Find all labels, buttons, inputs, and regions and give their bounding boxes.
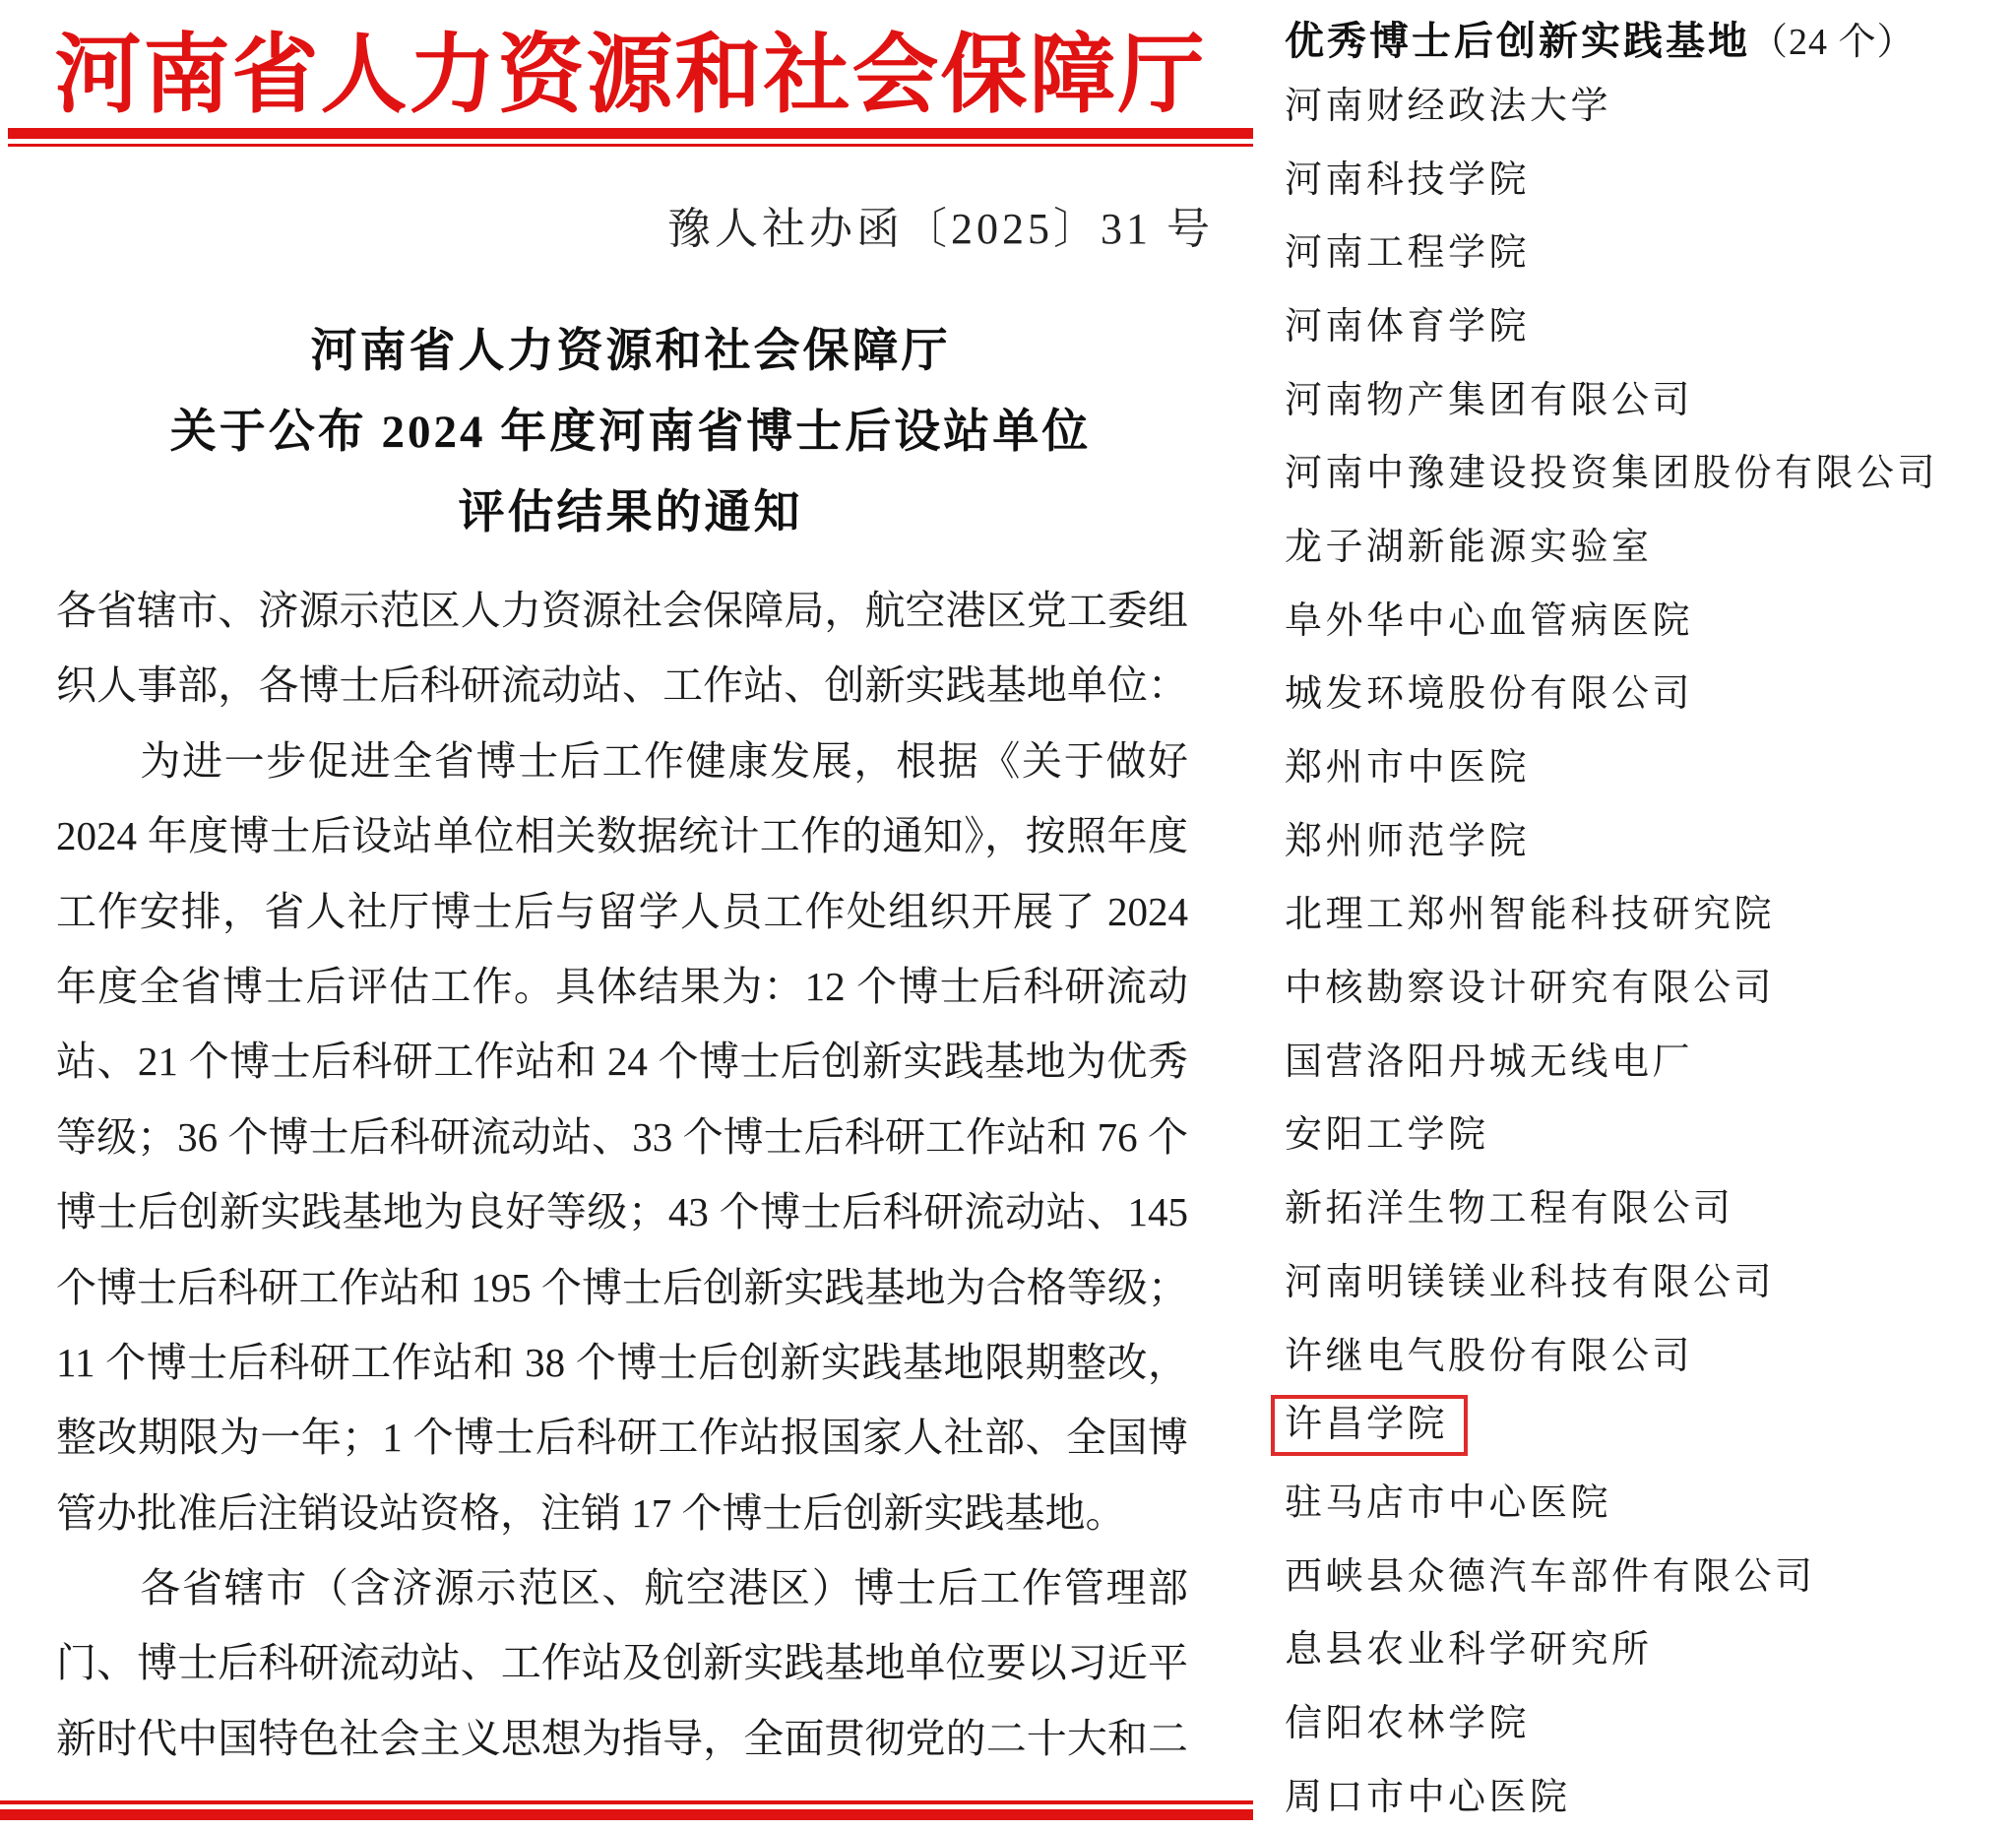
list-item: 河南物产集团有限公司 [1285, 379, 1694, 421]
masthead-double-rule [8, 128, 1253, 147]
list-item-label: 许昌学院 [1285, 1403, 1449, 1445]
list-item: 西峡县众德汽车部件有限公司 [1285, 1555, 1816, 1598]
list-item: 郑州师范学院 [1285, 820, 1531, 862]
body-line: 管办批准后注销设站资格，注销 17 个博士后创新实践基地。 [56, 1489, 1126, 1536]
list-item: 安阳工学院 [1285, 1114, 1489, 1157]
list-item: 城发环境股份有限公司 [1285, 673, 1694, 716]
list-item-highlighted [1285, 1388, 2013, 1462]
notice-title [0, 311, 1261, 553]
list-item: 中核勘察设计研究有限公司 [1285, 968, 1776, 1010]
list-heading [1285, 10, 1916, 66]
red-highlight-box [1271, 1395, 1468, 1456]
list-heading-count: （24 个） [1750, 22, 1916, 63]
body-line: 博士后创新实践基地为良好等级；43 个博士后科研流动站、145 [56, 1189, 1188, 1235]
list-item: 驻马店市中心医院 [1285, 1482, 1612, 1524]
list-item: 龙子湖新能源实验室 [1285, 526, 1653, 568]
list-item: 信阳农林学院 [1285, 1702, 1531, 1744]
masthead-rule-thin [8, 144, 1253, 147]
body-line: 等级；36 个博士后科研流动站、33 个博士后科研工作站和 76 个 [56, 1113, 1188, 1160]
list-item: 许继电气股份有限公司 [1285, 1335, 1694, 1377]
document-number: 豫人社办函〔2025〕31 号 [667, 205, 1214, 253]
excellent-base-list-pane [1280, 0, 2016, 1824]
list-item: 周口市中心医院 [1285, 1776, 1571, 1818]
list-item: 河南体育学院 [1285, 305, 1531, 347]
list-item: 河南工程学院 [1285, 232, 1531, 275]
body-line: 各省辖市（含济源示范区、航空港区）博士后工作管理部 [56, 1565, 1188, 1611]
footer-rule-thin [0, 1800, 1253, 1804]
notice-title-line-3: 评估结果的通知 [458, 487, 803, 538]
notice-title-line-1: 河南省人力资源和社会保障厅 [310, 326, 951, 377]
body-line: 年度全省博士后评估工作。具体结果为：12 个博士后科研流动 [56, 963, 1188, 1009]
list-item: 国营洛阳丹城无线电厂 [1285, 1041, 1694, 1083]
list-item: 河南财经政法大学 [1285, 85, 1612, 127]
body-line: 工作安排，省人社厅博士后与留学人员工作处组织开展了 2024 [56, 888, 1188, 934]
body-line: 整改期限为一年；1 个博士后科研工作站报国家人社部、全国博 [56, 1415, 1188, 1461]
body-line: 个博士后科研工作站和 195 个博士后创新实践基地为合格等级； [56, 1264, 1188, 1310]
institution-list [1285, 65, 2013, 1830]
masthead-rule-thick [8, 128, 1253, 139]
footer-rule-thick [0, 1809, 1253, 1820]
notice-title-line-2: 关于公布 2024 年度河南省博士后设站单位 [169, 407, 1092, 458]
body-line: 11 个博士后科研工作站和 38 个博士后创新实践基地限期整改， [56, 1339, 1188, 1385]
list-heading-title: 优秀博士后创新实践基地 [1285, 20, 1750, 63]
body-line: 2024 年度博士后设站单位相关数据统计工作的通知》，按照年度 [56, 813, 1188, 859]
list-item: 新拓洋生物工程有限公司 [1285, 1188, 1734, 1231]
list-item: 河南明镁镁业科技有限公司 [1285, 1261, 1776, 1303]
list-item: 郑州市中医院 [1285, 747, 1531, 789]
body-line: 各省辖市、济源示范区人力资源社会保障局，航空港区党工委组 [56, 588, 1188, 633]
list-item: 北理工郑州智能科技研究院 [1285, 894, 1776, 936]
list-item: 阜外华中心血管病医院 [1285, 599, 1694, 642]
footer-double-rule [0, 1800, 1253, 1820]
body-line: 新时代中国特色社会主义思想为指导，全面贯彻党的二十大和二 [56, 1715, 1188, 1761]
list-item: 河南科技学院 [1285, 158, 1531, 201]
body-line: 织人事部，各博士后科研流动站、工作站、创新实践基地单位： [56, 663, 1188, 709]
notice-body [56, 573, 1188, 1776]
body-line: 门、博士后科研流动站、工作站及创新实践基地单位要以习近平 [56, 1640, 1188, 1686]
body-line: 站、21 个博士后科研工作站和 24 个博士后创新实践基地为优秀 [56, 1039, 1188, 1085]
list-item: 河南中豫建设投资集团股份有限公司 [1285, 453, 1939, 495]
list-item: 息县农业科学研究所 [1285, 1629, 1653, 1672]
body-line: 为进一步促进全省博士后工作健康发展，根据《关于做好 [56, 737, 1188, 784]
agency-red-masthead: 河南省人力资源和社会保障厅 [54, 29, 1207, 124]
